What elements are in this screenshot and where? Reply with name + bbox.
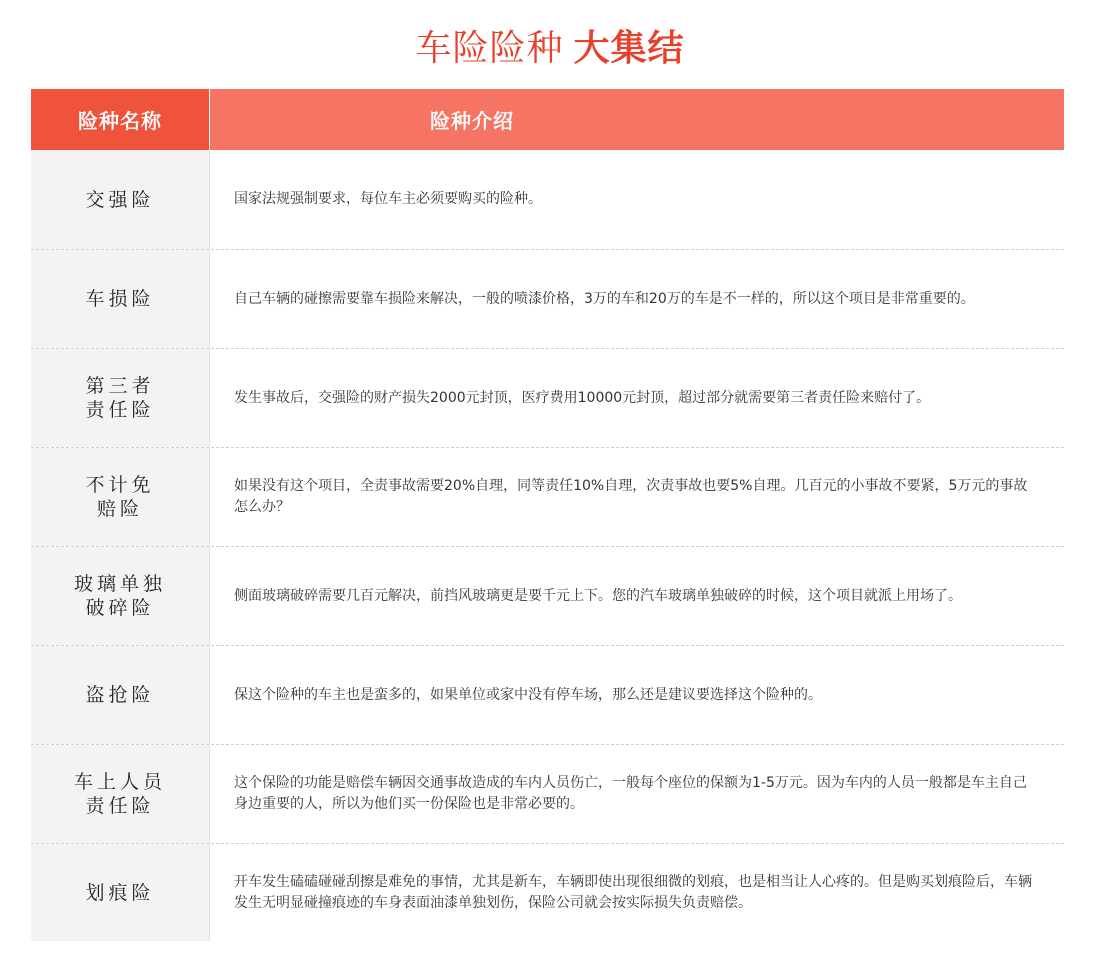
insurance-desc: 发生事故后，交强险的财产损失2000元封顶，医疗费用10000元封顶，超过部分就需要第三者责任险来赔付了。 xyxy=(210,349,1064,447)
insurance-table xyxy=(31,89,1064,941)
insurance-name: 不计免 赔险 xyxy=(31,448,210,546)
table-header xyxy=(31,89,1064,150)
insurance-desc: 侧面玻璃破碎需要几百元解决，前挡风玻璃更是要千元上下。您的汽车玻璃单独破碎的时候，这个项目就派上用场了。 xyxy=(210,547,1064,645)
insurance-desc: 保这个险种的车主也是蛮多的，如果单位或家中没有停车场，那么还是建议要选择这个险种的。 xyxy=(210,646,1064,744)
insurance-name: 盗抢险 xyxy=(31,646,210,744)
page-title-bold: 大集结 xyxy=(573,28,685,69)
table-row xyxy=(31,646,1064,745)
table-row xyxy=(31,844,1064,941)
table-row xyxy=(31,547,1064,646)
insurance-desc: 这个保险的功能是赔偿车辆因交通事故造成的车内人员伤亡，一般每个座位的保额为1-5万元。因为车内的人员一般都是车主自己身边重要的人，所以为他们买一份保险也是非常必要的。 xyxy=(210,745,1064,843)
insurance-desc: 如果没有这个项目，全责事故需要20%自理，同等责任10%自理，次责事故也要5%自理。几百元的小事故不要紧，5万元的事故怎么办？ xyxy=(210,448,1064,546)
page-title xyxy=(0,0,1100,88)
insurance-desc: 开车发生磕磕碰碰刮擦是难免的事情，尤其是新车，车辆即使出现很细微的划痕，也是相当让人心疼的。但是购买划痕险后，车辆发生无明显碰撞痕迹的车身表面油漆单独划伤，保险公司就会按实际损失负责赔偿。 xyxy=(210,844,1064,941)
page-title-light: 车险险种 xyxy=(415,28,564,69)
header-name: 险种名称 xyxy=(31,89,209,150)
table-row xyxy=(31,745,1064,844)
table-body xyxy=(31,150,1064,941)
insurance-name: 车上人员 责任险 xyxy=(31,745,210,843)
insurance-name: 车损险 xyxy=(31,250,210,348)
header-desc: 险种介绍 xyxy=(209,89,1064,150)
table-row xyxy=(31,250,1064,349)
insurance-desc: 国家法规强制要求，每位车主必须要购买的险种。 xyxy=(210,150,1064,249)
insurance-name: 第三者 责任险 xyxy=(31,349,210,447)
insurance-name: 划痕险 xyxy=(31,844,210,941)
insurance-name: 交强险 xyxy=(31,150,210,249)
insurance-desc: 自己车辆的碰擦需要靠车损险来解决，一般的喷漆价格，3万的车和20万的车是不一样的，所以这个项目是非常重要的。 xyxy=(210,250,1064,348)
table-row xyxy=(31,150,1064,250)
table-row xyxy=(31,448,1064,547)
insurance-name: 玻璃单独 破碎险 xyxy=(31,547,210,645)
table-row xyxy=(31,349,1064,448)
